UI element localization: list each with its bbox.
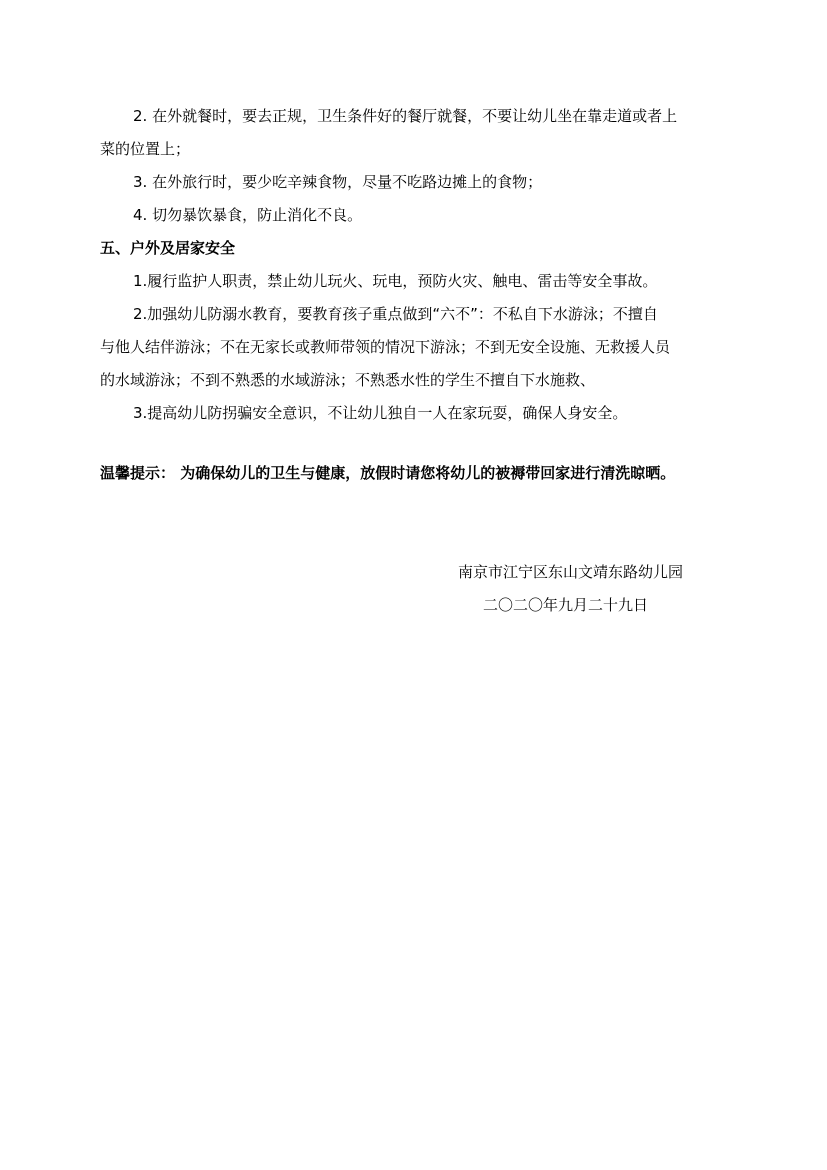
food-item-3: 3. 在外旅行时，要少吃辛辣食物，尽量不吃路边摊上的食物； [133,173,543,191]
food-item-4: 4. 切勿暴饮暴食，防止消化不良。 [133,206,363,224]
food-item-2-line-1: 2. 在外就餐时，要去正规，卫生条件好的餐厅就餐，不要让幼儿坐在靠走道或者上 [133,107,678,125]
safety-item-3: 3.提高幼儿防拐骗安全意识，不让幼儿独自一人在家玩耍，确保人身安全。 [133,404,628,422]
safety-item-2-line-2: 与他人结伴游泳；不在无家长或教师带领的情况下游泳；不到无安全设施、无救援人员 [100,338,671,356]
safety-item-2-line-3: 的水域游泳；不到不熟悉的水域游泳；不熟悉水性的学生不擅自下水施救、 [100,371,596,389]
safety-item-1: 1.履行监护人职责，禁止幼儿玩火、玩电，预防火灾、触电、雷击等安全事故。 [133,272,658,290]
food-item-2-line-2: 菜的位置上； [100,140,191,158]
warm-reminder: 温馨提示： 为确保幼儿的卫生与健康，放假时请您将幼儿的被褥带回家进行清洗晾晒。 [100,464,676,482]
signature-date: 二〇二〇年九月二十九日 [483,596,649,614]
safety-item-2-line-1: 2.加强幼儿防溺水教育，要教育孩子重点做到“六不”：不私自下水游泳；不擅自 [133,305,658,323]
signature-organization: 南京市江宁区东山文靖东路幼儿园 [458,563,684,581]
section-5-heading: 五、户外及居家安全 [100,239,236,257]
